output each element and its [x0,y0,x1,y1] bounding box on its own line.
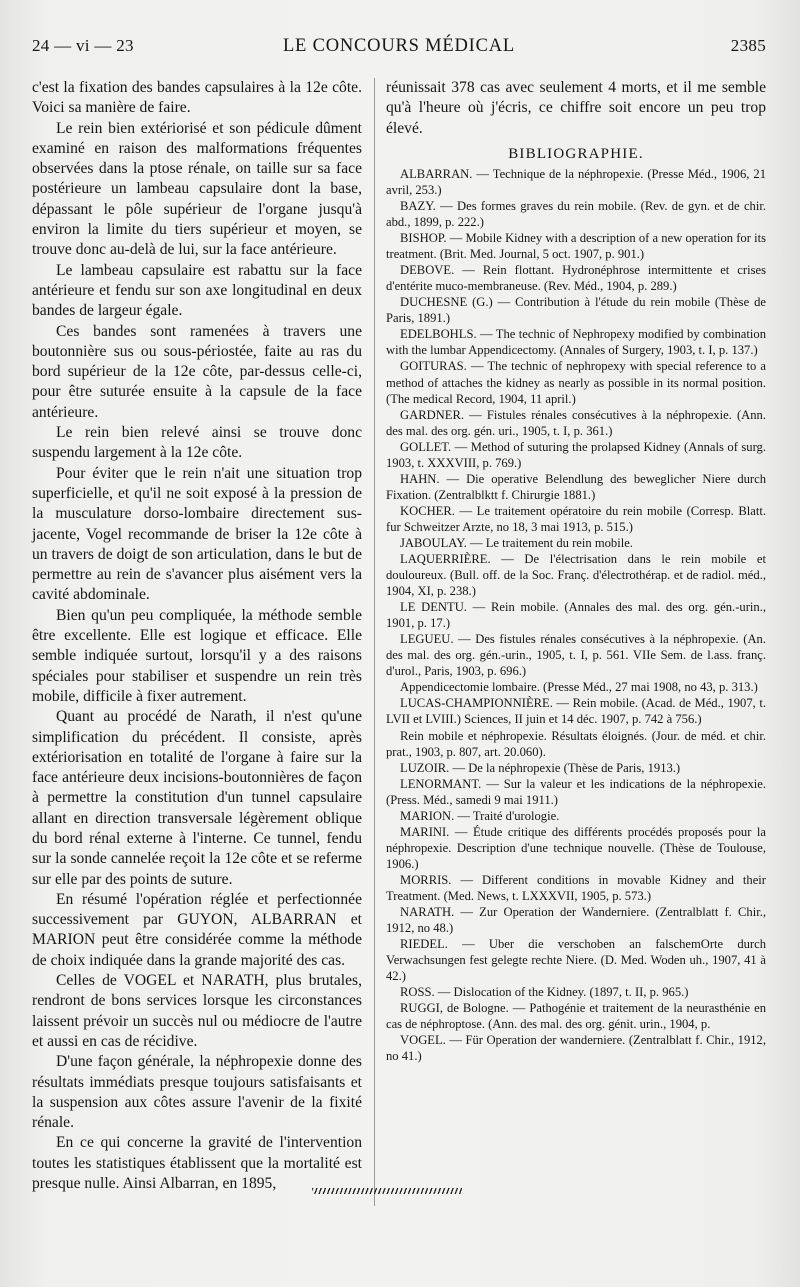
paragraph: Quant au procédé de Narath, il n'est qu'une simplification du précédent. Il consiste, après extériorisation en totalité de l'organe à faire sur la face antérieure deux incisions-boutonnières de façon à permettre la constitution d'un tunnel capsulaire allant en direction transversale légèrement oblique du bord rénal externe à l'interne. Ce tunnel, fendu sur la sonde cannelée reçoit la 12e côte et se referme sur elle par des points de suture. [32,708,362,888]
page-header [32,32,766,62]
bibliography-entry: NARATH. — Zur Operation der Wanderniere. (Zentralblatt f. Chir., 1912, no 48.) [386,905,766,936]
bibliography-entry: HAHN. — Die operative Belendlung des beweglicher Niere durch Fixation. (Zentralblktt f. Chirurgie 1881.) [386,471,766,502]
bibliography-entry: GOITURAS. — The technic of nephropexy with special reference to a method of attaches the kidney as nearly as possible in its normal position. (The medical Record, 1904, 11 april.) [386,359,766,406]
bibliography-entry: BISHOP. — Mobile Kidney with a description of a new operation for its treatment. (Brit. Med. Journal, 5 oct. 1907, p. 901.) [386,231,766,262]
bibliography-entry: KOCHER. — Le traitement opératoire du rein mobile (Corresp. Blatt. fur Schweitzer Arzte, no 18, 3 mai 1913, p. 515.) [386,503,766,534]
bibliography-entry: ROSS. — Dislocation of the Kidney. (1897, t. II, p. 965.) [400,985,689,1000]
paragraph: Ces bandes sont ramenées à travers une boutonnière sus ou sous-périostée, faite au ras du bord supérieur de la 12e côte, par-dessus celle-ci, pour être suturée ensuite à la capsule de la face antérieure. [32,322,362,421]
page-number: 2385 [730,36,766,55]
paragraph: En ce qui concerne la gravité de l'intervention toutes les statistiques établissent que la mortalité est presque nulle. Ainsi Albarran, en 1895, [32,1134,362,1193]
paragraph: D'une façon générale, la néphropexie donne des résultats immédiats presque toujours satisfaisants et la suspension aux côtes assure l'avenir de la fixité rénale. [32,1053,362,1132]
bibliography-entry: LUCAS-CHAMPIONNIÈRE. — Rein mobile. (Acad. de Méd., 1907, t. LVII et LVIII.) Sciences, II juin et 14 déc. 1907, p. 742 à 756.) [386,696,766,727]
bibliography-entry: DUCHESNE (G.) — Contribution à l'étude du rein mobile (Thèse de Paris, 1891.) [386,295,766,326]
paragraph: Le rein bien extériorisé et son pédicule dûment examiné en raison des malformations fréquentes observées dans la ptose rénale, on taille sur sa face postérieure un lambeau capsulaire dont la base, dépassant le pôle supérieur de l'organe jusqu'à environ la limite du tiers supérieur et moyen, se trouve donc au-delà de lui, sur la face antérieure. [32,119,362,259]
bibliography-entry: MARION. — Traité d'urologie. [400,808,560,823]
paragraph: Bien qu'un peu compliquée, la méthode semble être excellente. Elle est logique et efficace. Elle semble indiquée surtout, lorsqu'il y a des raisons spéciales pour stabiliser et suspendre un rein très mobile, difficile à fixer autrement. [32,606,362,705]
paragraph: En résumé l'opération réglée et perfectionnée successivement par GUYON, ALBARRAN et MARION peut être considérée comme la méthode de choix indiquée dans la grande majorité des cas. [32,890,362,969]
left-column [32,78,362,1194]
bibliography-entry: MORRIS. — Different conditions in movable Kidney and their Treatment. (Med. News, t. LXXXVII, 1905, p. 573.) [386,872,766,903]
bibliography-entry: LE DENTU. — Rein mobile. (Annales des mal. des org. gén.-urin., 1901, p. 17.) [386,600,766,631]
paragraph: Le lambeau capsulaire est rabattu sur la face antérieure et fendu sur son axe longitudinal en deux bandes de largeur égale. [32,261,362,320]
right-column [386,78,766,1065]
bibliography-entry: RIEDEL. — Uber die verschoben an falschemOrte durch Verwachsungen fest gelegte rechte Niere. (D. Med. Woden uh., 1907, 41 à 42.) [386,937,766,984]
paragraph: Celles de VOGEL et NARATH, plus brutales, rendront de bons services lorsque les circonstances laissent prévoir un succès nul ou médiocre de l'autre et aussi en cas de récidive. [32,972,362,1050]
bibliography-entry: ALBARRAN. — Technique de la néphropexie. (Presse Méd., 1906, 21 avril, 253.) [386,166,766,197]
bibliography-entry: GOLLET. — Method of suturing the prolapsed Kidney (Annals of surg. 1903, t. XXXVIII, p. 769.) [386,439,766,470]
bibliography-entry: MARINI. — Étude critique des différents procédés proposés pour la néphropexie. Description d'une technique nouvelle. (Thèse de Toulouse, 1906.) [386,824,766,871]
bibliography-entry: EDELBOHLS. — The technic of Nephropexy modified by combination with the lumbar Appendicectomy. (Annales of Surgery, 1903, t. I, p. 137.) [386,327,766,358]
bibliography-entry: DEBOVE. — Rein flottant. Hydronéphrose intermittente et crises d'entérite muco-membraneuse. (Rev. Méd., 1904, p. 289.) [386,263,766,294]
paragraph: Le rein bien relevé ainsi se trouve donc suspendu largement à la 12e côte. [32,424,362,462]
column-divider [374,78,375,1206]
bibliography-entry: RUGGI, de Bologne. — Pathogénie et traitement de la neurasthénie en cas de néphroptose. (Ann. des mal. des org. génit. urin., 1904, p. [386,1001,766,1032]
issue-number: 24 — vi — 23 [32,36,134,55]
bibliography-heading: BIBLIOGRAPHIE. [508,145,644,162]
bibliography-entry: BAZY. — Des formes graves du rein mobile. (Rev. de gyn. et de chir. abd., 1899, p. 222.) [386,198,766,230]
bibliography-entry: LUZOIR. — De la néphropexie (Thèse de Paris, 1913.) [400,760,681,775]
footer-ornament [312,1188,462,1194]
bibliography-entry: LEGUEU. — Des fistules rénales consécutives à la néphropexie. (An. des mal. des org. gén.-urin., 1905, t. I, p. 561. VIIe Sem. de l.ass. franç. d'urol., Paris, 1903, p. 696.) [386,632,766,679]
bibliography-entry: LENORMANT. — Sur la valeur et les indications de la néphropexie. (Press. Méd., samedi 9 mai 1911.) [386,776,766,807]
bibliography-entry: VOGEL. — Für Operation der wanderniere. (Zentralblatt f. Chir., 1912, no 41.) [386,1033,766,1064]
journal-title: LE CONCOURS MÉDICAL [282,36,516,56]
paragraph: Pour éviter que le rein n'ait une situation trop superficielle, et qu'il ne soit exposé à la pression de la musculature dorso-lombaire directement sus-jacente, Vogel recommande de briser la 12e côte à un travers de doigt de son articulation, dans le but de permettre au rein de s'avancer plus aisément vers la cavité abdominale. [32,464,362,604]
bibliography-entry: GARDNER. — Fistules rénales consécutives à la néphropexie. (Ann. des mal. des org. gén. uri., 1905, t. I, p. 361.) [386,407,766,438]
paragraph: c'est la fixation des bandes capsulaires à la 12e côte. Voici sa manière de faire. [32,79,362,117]
bibliography-entry: JABOULAY. — Le traitement du rein mobile. [400,535,633,550]
bibliography-entry: LAQUERRIÈRE. — De l'électrisation dans le rein mobile et douloureux. (Bull. off. de la Soc. Franç. d'électrothérap. et de radiol. méd., 1904, XI, p. 238.) [386,552,766,599]
bibliography-entry: Appendicectomie lombaire. (Presse Méd., 27 mai 1908, no 43, p. 313.) [400,680,758,695]
bibliography-entry: Rein mobile et néphropexie. Résultats éloignés. (Jour. de méd. et chir. prat., 1903, p. 807, art. 20.060). [386,728,766,759]
paragraph: réunissait 378 cas avec seulement 4 morts, et il me semble qu'à l'heure où j'écris, ce chiffre soit encore un peu trop élevé. [386,79,766,137]
